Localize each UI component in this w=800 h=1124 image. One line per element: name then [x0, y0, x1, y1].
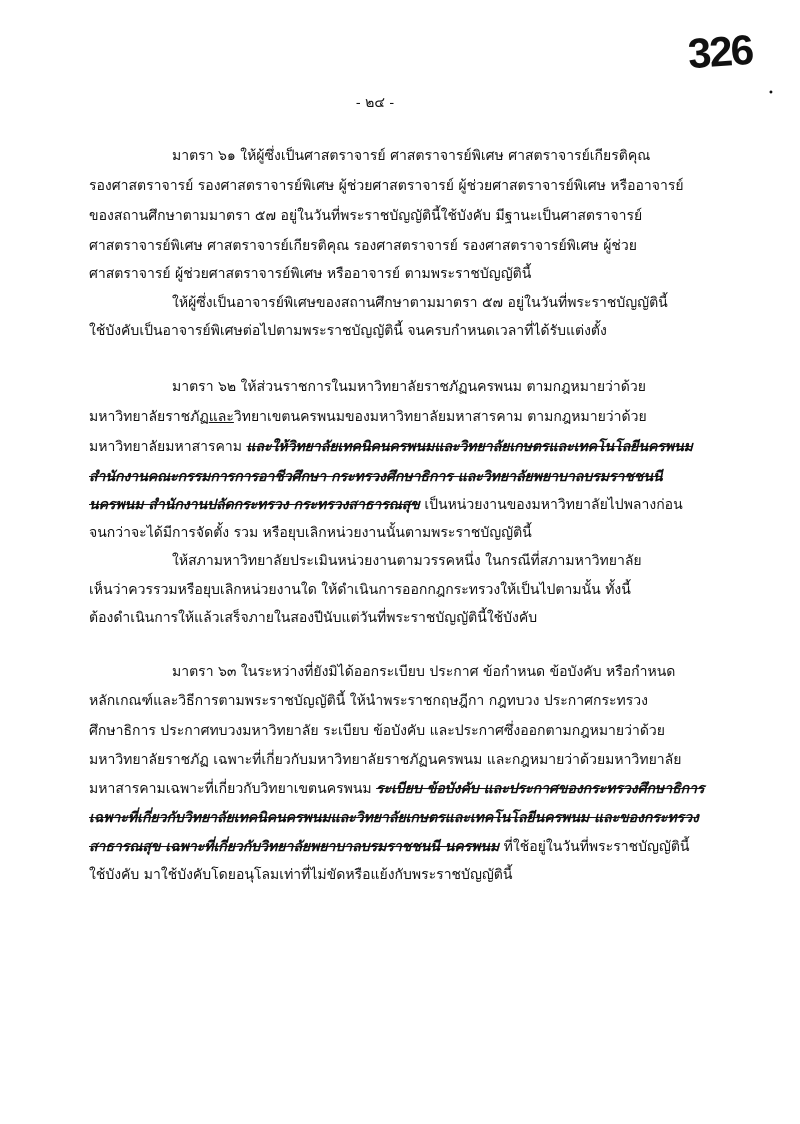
section-62-line-1: มาตรา ๖๒ ให้ส่วนราชการในมหาวิทยาลัยราชภัฏนครพนม ตามกฎหมายว่าด้วย [172, 379, 646, 395]
page-number: - ๒๔ - [355, 95, 395, 111]
text-segment: เป็นหน่วยงานของมหาวิทยาลัยไปพลางก่อน [419, 497, 683, 513]
section-62-line-5 [89, 496, 683, 514]
struck-text: เฉพาะที่เกี่ยวกับวิทยาลัยเทคนิคนครพนมและวิทยาลัยเกษตรและเทคโนโลยีนครพนม และของกระทรวง [89, 810, 699, 826]
section-62-line-4 [89, 468, 663, 486]
struck-text: และให้วิทยาลัยเทคนิคนครพนมและวิทยาลัยเกษตรและเทคโนโลยีนครพนม [246, 439, 693, 455]
section-63-line-8: ใช้บังคับ มาใช้บังคับโดยอนุโลมเท่าที่ไม่ขัดหรือแย้งกับพระราชบัญญัตินี้ [89, 867, 513, 883]
text-segment: มหาวิทยาลัยมหาสารคาม [89, 439, 247, 455]
section-62-line-6: จนกว่าจะได้มีการจัดตั้ง รวม หรือยุบเลิกหน่วยงานนั้นตามพระราชบัญญัตินี้ [89, 525, 532, 541]
text-segment: ที่ใช้อยู่ในวันที่พระราชบัญญัตินี้ [499, 839, 690, 855]
text-segment: วิทยาเขตนครพนมของมหาวิทยาลัยมหาสารคาม ตามกฎหมายว่าด้วย [233, 409, 647, 425]
section-63-line-4: มหาวิทยาลัยราชภัฏ เฉพาะที่เกี่ยวกับมหาวิทยาลัยราชภัฏนครพนม และกฎหมายว่าด้วยมหาวิทยาลัย [89, 752, 682, 768]
handwritten-page-stamp: 326 [686, 25, 754, 78]
section-62-line-2 [89, 408, 647, 426]
section-62-line-3 [89, 438, 693, 456]
section-61-line-2: รองศาสตราจารย์ รองศาสตราจารย์พิเศษ ผู้ช่วยศาสตราจารย์ ผู้ช่วยศาสตราจารย์พิเศษ หรืออาจารย์ [89, 178, 684, 194]
struck-text: ระเบียบ ข้อบังคับ และประกาศของกระทรวงศึกษาธิการ [376, 781, 705, 797]
margin-mark: • [768, 88, 774, 99]
section-61-line-5: ศาสตราจารย์ ผู้ช่วยศาสตราจารย์พิเศษ หรืออาจารย์ ตามพระราชบัญญัตินี้ [89, 266, 532, 282]
section-61-line-4: ศาสตราจารย์พิเศษ ศาสตราจารย์เกียรติคุณ รองศาสตราจารย์ รองศาสตราจารย์พิเศษ ผู้ช่วย [89, 238, 637, 254]
underlined-text: และ [208, 409, 234, 425]
section-63-line-6 [89, 809, 699, 827]
section-63-line-1: มาตรา ๖๓ ในระหว่างที่ยังมิได้ออกระเบียบ ประกาศ ข้อกำหนด ข้อบังคับ หรือกำหนด [172, 664, 676, 680]
section-61-line-6: ให้ผู้ซึ่งเป็นอาจารย์พิเศษของสถานศึกษาตามมาตรา ๕๗ อยู่ในวันที่พระราชบัญญัตินี้ [172, 295, 668, 311]
section-62-line-7: ให้สภามหาวิทยาลัยประเมินหน่วยงานตามวรรคหนึ่ง ในกรณีที่สภามหาวิทยาลัย [172, 553, 642, 569]
text-segment: มหาสารคามเฉพาะที่เกี่ยวกับวิทยาเขตนครพนม [89, 781, 377, 797]
section-63-line-2: หลักเกณฑ์และวิธีการตามพระราชบัญญัตินี้ ให้นำพระราชกฤษฎีกา กฎทบวง ประกาศกระทรวง [89, 693, 648, 709]
section-63-line-5 [89, 780, 705, 798]
section-61-line-1: มาตรา ๖๑ ให้ผู้ซึ่งเป็นศาสตราจารย์ ศาสตราจารย์พิเศษ ศาสตราจารย์เกียรติคุณ [172, 148, 651, 164]
struck-text: นครพนม สำนักงานปลัดกระทรวง กระทรวงสาธารณสุข [89, 497, 420, 513]
section-61-line-3: ของสถานศึกษาตามมาตรา ๕๗ อยู่ในวันที่พระราชบัญญัตินี้ใช้บังคับ มีฐานะเป็นศาสตราจารย์ [89, 208, 643, 224]
section-63-line-7 [89, 838, 690, 856]
section-62-line-9: ต้องดำเนินการให้แล้วเสร็จภายในสองปีนับแต่วันที่พระราชบัญญัตินี้ใช้บังคับ [89, 610, 538, 626]
section-61-line-7: ใช้บังคับเป็นอาจารย์พิเศษต่อไปตามพระราชบัญญัตินี้ จนครบกำหนดเวลาที่ได้รับแต่งตั้ง [89, 323, 607, 339]
section-62-line-8: เห็นว่าควรรวมหรือยุบเลิกหน่วยงานใด ให้ดำเนินการออกกฎกระทรวงให้เป็นไปตามนั้น ทั้งนี้ [89, 582, 631, 598]
struck-text: สาธารณสุข เฉพาะที่เกี่ยวกับวิทยาลัยพยาบาลบรมราชชนนี นครพนม [89, 839, 500, 855]
text-segment: มหาวิทยาลัยราชภัฏ [89, 409, 209, 425]
struck-text: สำนักงานคณะกรรมการการอาชีวศึกษา กระทรวงศึกษาธิการ และวิทยาลัยพยาบาลบรมราชชนนี [89, 469, 663, 485]
section-63-line-3: ศึกษาธิการ ประกาศทบวงมหาวิทยาลัย ระเบียบ ข้อบังคับ และประกาศซึ่งออกตามกฎหมายว่าด้วย [89, 723, 665, 739]
